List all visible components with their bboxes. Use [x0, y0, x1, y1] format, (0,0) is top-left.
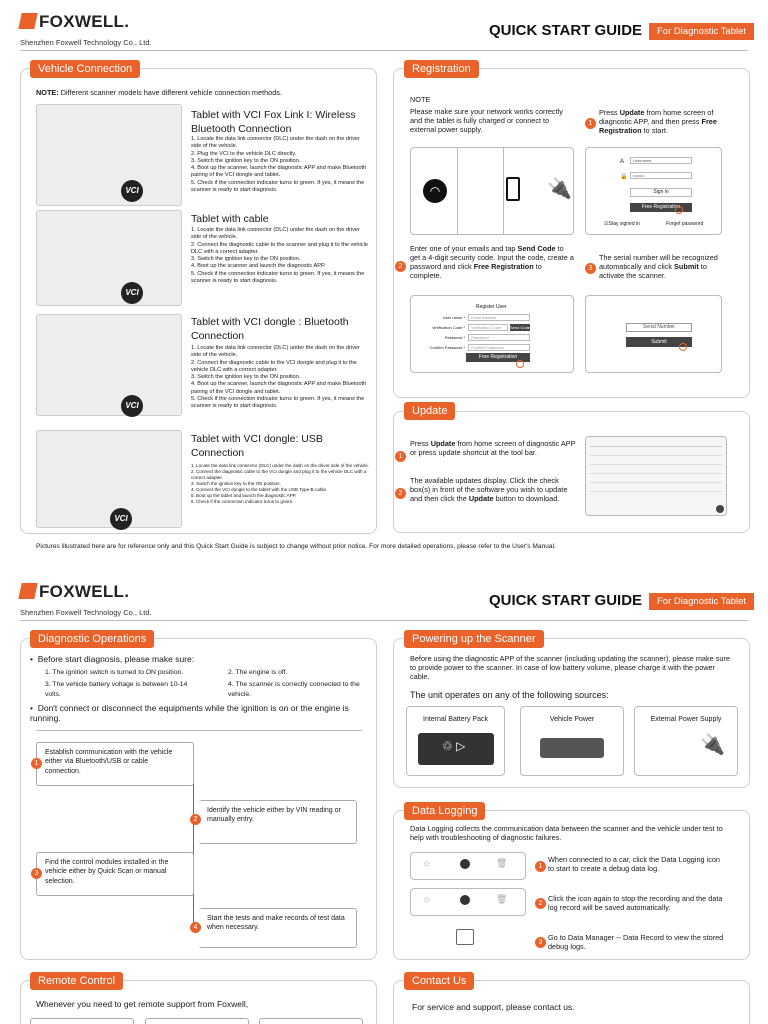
s3-steps: 1. Locate the data link connector (DLC) under the dash on the driver side of the vehicle. 2. Connect the diagnostic cable to the VCI dongle and plug it to the vehicle DLC with a correct adapter. 3. Switch the ignition key to the ON position. 4. Boot up the scanner, launch the diagnostic APP and make Bluetooth pairing of the VCI dongle and tablet. 5. Check if the connection indicator turns to green. If yes, it means the scanner is ready to start diagnosis. — [191, 345, 367, 410]
company-name: Shenzhen Foxwell Technology Co., Ltd. — [20, 608, 152, 617]
diag-bullet-2: • Don't connect or disconnect the equipments while the ignition is on or the engine is running. — [30, 703, 349, 724]
step-number: 2 — [190, 814, 201, 825]
remote-box — [259, 1018, 363, 1024]
power-plug-icon: 🔌 — [547, 178, 572, 200]
recycle-icon: ♲ ▷ — [442, 739, 466, 753]
reg-note-label: NOTE — [410, 95, 431, 104]
flow-line — [193, 760, 194, 930]
power-adapter-icon: 🔌 — [700, 734, 725, 756]
confirm-password-field[interactable]: Confirm Password — [468, 344, 530, 351]
cable-connection-image — [36, 210, 182, 306]
tap-indicator-icon — [675, 206, 683, 214]
vci-badge-icon: VCI — [121, 395, 143, 417]
trash-icon: 🗑 — [496, 858, 508, 868]
forget-password-link[interactable]: Forget password — [666, 221, 704, 227]
power-text: Before using the diagnostic APP of the scanner (including updating the scanner), please make sure to provide power to the scanner. In case of low battery volume, please charge it with the power cable. — [410, 654, 730, 681]
update-step1: Press Update from home screen of diagnostic APP or press update shortcut at the tool bar. — [410, 439, 576, 457]
remote-text: Whenever you need to get remote support from Foxwell, — [36, 999, 249, 1009]
update-title: Update — [404, 402, 455, 420]
battery-icon — [506, 177, 520, 201]
update-screen — [585, 436, 727, 516]
step-number: 1 — [31, 758, 42, 769]
source-label: Internal Battery Pack — [423, 716, 488, 723]
remote-control-title: Remote Control — [30, 972, 123, 990]
data-manager-icon — [456, 929, 474, 945]
reg-note-text: Please make sure your network works correctly and the tablet is fully charged or connect to external power supply. — [410, 107, 563, 134]
step-number: 1 — [395, 451, 406, 462]
title-tag: For Diagnostic Tablet — [649, 23, 754, 40]
divider — [503, 148, 504, 234]
email-field[interactable]: Email address — [468, 314, 530, 321]
update-step2: The available updates display. Click the check box(s) in front of the software you wish to update and then click the Update button to download. — [410, 476, 568, 503]
flow-step-3: Find the control modules installed in the vehicle either by Quick Scan or manual selection. — [36, 852, 194, 896]
dongle-bluetooth-image — [36, 314, 182, 416]
s1-steps: 1. Locate the data link connector (DLC) under the dash on the driver side of the vehicle. 2. Plug the VCI to the vehicle DLC directly. 3. Switch the ignition key to the ON position. 4. Boot up the scanner, launch the diagnostic APP and make Bluetooth pairing of the VCI dongle and tablet. 5. Check if the connection indicator turns to green. If yes, it means the scanner is ready to start diagnosis. — [191, 136, 367, 193]
user-name-label: User name * — [442, 315, 465, 320]
reg-step1: Press Update from home screen of diagnostic APP, and then press Free Registration to start. — [599, 108, 717, 135]
s2-steps: 1. Locate the data link connector (DLC) under the dash on the driver side of the vehicle. 2. Connect the diagnostic cable to the scanner and plug it to the vehicle DLC with a correct adapter. 3. Switch the ignition key to the ON position. 4. Boot up the scanner and launch the diagnostic APP. 5. Check if the connection indicator turns to green. If yes, it means the scanner is ready to start diagnosis. — [191, 227, 368, 284]
confirm-password-label: Confirm Password * — [429, 345, 465, 350]
step-number: 2 — [535, 898, 546, 909]
flow-step-2: Identify the vehicle either by VIN reading or manually entry. — [199, 800, 357, 844]
sign-in-button[interactable]: Sign in — [630, 188, 692, 197]
step-number: 4 — [190, 922, 201, 933]
vci-badge-icon: VCI — [121, 180, 143, 202]
s3-title: Tablet with VCI dongle : Bluetooth Connection — [191, 316, 349, 343]
divider — [36, 730, 362, 731]
password-field[interactable]: •••••••• — [630, 172, 692, 179]
step-number: 2 — [395, 488, 406, 499]
submit-button[interactable]: Submit — [626, 337, 692, 347]
verification-code-label: Verification Code * — [432, 325, 465, 330]
diag-check-4: 4. The scanner is correctly connected to the vehicle. — [228, 681, 360, 698]
dongle-usb-image — [36, 430, 182, 528]
data-logging-title: Data Logging — [404, 802, 485, 820]
page-title: QUICK START GUIDE — [489, 22, 643, 39]
source-label: External Power Supply — [650, 716, 722, 723]
obd-connector-icon — [540, 738, 604, 758]
foxwell-logo-icon — [18, 13, 37, 29]
source-label: Vehicle Power — [549, 716, 595, 723]
tap-indicator-icon — [679, 343, 687, 351]
company-name: Shenzhen Foxwell Technology Co., Ltd. — [20, 38, 152, 47]
diag-check-2: 2. The engine is off. — [228, 669, 288, 676]
header-divider — [20, 50, 748, 51]
vehicle-connection-title: Vehicle Connection — [30, 60, 140, 78]
reg-step2: Enter one of your emails and tap Send Code to get a 4-digit security code. Input the code, create a password and click Free Registration to complete. — [410, 244, 574, 280]
title-tag: For Diagnostic Tablet — [649, 593, 754, 610]
s1-title: Tablet with VCI Fox Link I: Wireless Bluetooth Connection — [191, 109, 356, 136]
remote-box — [145, 1018, 249, 1024]
reg-step3: The serial number will be recognized automatically and click Submit to activate the scanner. — [599, 253, 718, 280]
data-logging-icon[interactable] — [460, 895, 470, 905]
update-download-button[interactable] — [716, 505, 724, 513]
s4-title: Tablet with VCI dongle: USB Connection — [191, 433, 323, 460]
remote-box — [30, 1018, 134, 1024]
sun-icon: ☼ — [422, 894, 432, 905]
brand-logo: FOXWELL. — [20, 582, 129, 602]
vc-note: NOTE: Different scanner models have different vehicle connection methods. — [36, 88, 282, 97]
contact-title: Contact Us — [404, 972, 474, 990]
verification-code-field[interactable]: Verification Code — [468, 324, 508, 331]
dlog-step1: When connected to a car, click the Data Logging icon to start to create a debug data log. — [548, 855, 720, 873]
s4-steps: 1. Locate the data link connector (DLC) under the dash on the driver side of the vehicle. 2. Connect the diagnostic cable to the VCI dongle and plug it to the vehicle DLC with a correct adapter. 3. Switch the ignition key to the ON position. 4. Connect the VCI dongle to the tablet with the USB Type-B cable. 5. Boot up the tablet and launch the diagnostic APP. 6. Check if the connection indicator turns to green. — [191, 463, 369, 504]
tap-indicator-icon — [516, 360, 524, 368]
step-number: 1 — [585, 118, 596, 129]
step-number: 1 — [535, 861, 546, 872]
step-number: 2 — [395, 261, 406, 272]
dlog-step2: Click the icon again to stop the recording and the data log record will be saved automatically. — [548, 894, 723, 912]
foxwell-logo-icon — [18, 583, 37, 599]
register-user-title: Register User — [476, 304, 507, 310]
s2-title: Tablet with cable — [191, 213, 269, 225]
divider — [457, 148, 458, 234]
vci-badge-icon: VCI — [121, 282, 143, 304]
vci-badge-icon: VCI — [110, 508, 132, 530]
register-button[interactable]: Free Registration — [466, 353, 530, 362]
trash-icon: 🗑 — [496, 894, 508, 904]
disclaimer: Pictures illustrated here are for reference only and this Quick Start Guide is subject to change without prior notice. For more detailed operations, please refer to the User's Manual. — [36, 543, 556, 550]
step-number: 3 — [585, 263, 596, 274]
step-number: 3 — [31, 868, 42, 879]
new-password-field[interactable]: Password — [468, 334, 530, 341]
user-icon: A — [620, 159, 625, 165]
diag-check-3: 3. The vehicle battery voltage is between 10-14 volts. — [45, 681, 188, 698]
contact-text: For service and support, please contact us. — [412, 1002, 575, 1012]
lock-icon: 🔒 — [620, 174, 628, 180]
free-registration-button[interactable]: Free Registration — [630, 203, 692, 212]
password-label: Password * — [444, 335, 465, 340]
registration-title: Registration — [404, 60, 479, 78]
brand-logo: FOXWELL. — [20, 12, 129, 32]
wifi-icon: ◠ — [423, 179, 447, 203]
step-number: 3 — [535, 937, 546, 948]
flow-step-1: Establish communication with the vehicle either via Bluetooth/USB or cable connection. — [36, 742, 194, 786]
serial-number-field[interactable]: Serial Number — [626, 323, 692, 332]
send-code-button[interactable]: Send Code — [510, 325, 531, 330]
dlog-intro: Data Logging collects the communication data between the scanner and the vehicle under test to help with troubleshooting of diagnostic failures. — [410, 824, 723, 842]
stay-signed-in[interactable]: ☑Stay signed in — [604, 221, 640, 227]
power-sub: The unit operates on any of the following sources: — [410, 690, 609, 700]
sun-icon: ☼ — [422, 858, 432, 869]
diagnostic-operations-title: Diagnostic Operations — [30, 630, 154, 648]
dashboard-image — [36, 104, 182, 206]
flow-step-4: Start the tests and make records of test data when necessary. — [199, 908, 357, 948]
username-field[interactable]: Username — [630, 157, 692, 164]
powering-title: Powering up the Scanner — [404, 630, 544, 648]
serial-screen — [585, 295, 722, 373]
page-title: QUICK START GUIDE — [489, 592, 643, 609]
diag-check-1: 1. The ignition switch is turned to ON position. — [45, 669, 184, 676]
dlog-step3: Go to Data Manager -- Data Record to view the stored debug logs. — [548, 933, 724, 951]
header-divider — [20, 620, 748, 621]
diag-bullet-1: • Before start diagnosis, please make sure: — [30, 654, 195, 664]
data-logging-icon[interactable] — [460, 859, 470, 869]
